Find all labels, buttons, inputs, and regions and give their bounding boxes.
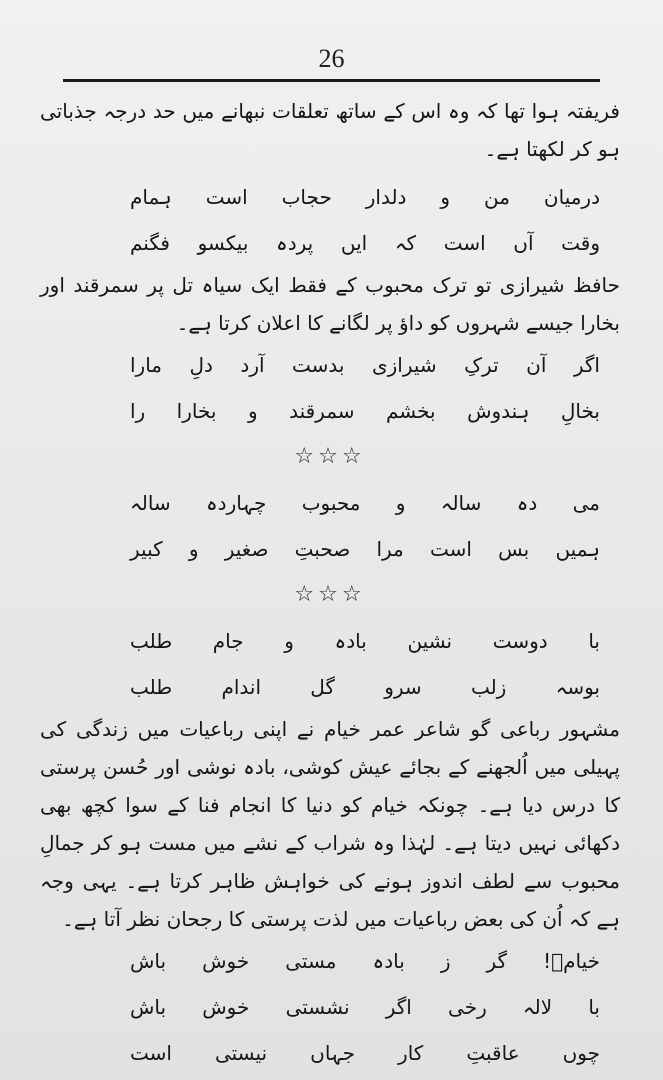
verse-khayyam (40, 938, 620, 1076)
verse-line: خیامؔ! گر ز بادہ مستی خوش باش (130, 949, 600, 973)
verse-line: می دہ سالہ و محبوب چہاردہ سالہ (130, 491, 600, 515)
paragraph-hafiz: حافظ شیرازی تو ترک محبوب کے فقط ایک سیاہ تل پر سمرقند اور بخارا جیسے شہروں کو داؤ پر لگانے کا اعلان کرتا ہے۔ (40, 273, 620, 335)
verse-hafiz (40, 342, 620, 434)
paragraph-khayyam: مشہور رباعی گو شاعر عمر خیام نے اپنی رباعیات میں زندگی کی پہیلی میں اُلجھنے کے بجائے عیش کوشی، بادہ نوشی اور حُسن پرستی کا درس دیا ہے۔ چونکہ خیام کو دنیا کا انجام فنا کے سوا کچھ بھی دکھائی نہیں دیتا ہے۔ لہٰذا وہ شراب کے نشے میں مست ہو کر جمالِ محبوب سے لطف اندوز ہونے کی خواہش ظاہر کرتا ہے۔ یہی وجہ ہے کہ اُن کی بعض رباعیات میں لذت پرستی کا رجحان نظر آتا ہے۔ (40, 717, 620, 931)
verse-line: وقت آں است کہ ایں پردہ بیکسو فگنم (130, 231, 600, 255)
header-rule (63, 79, 600, 82)
verse-sala (40, 480, 620, 572)
paragraph-intro: فریفتہ ہوا تھا کہ وہ اس کے ساتھ تعلقات نبھانے میں حد درجہ جذباتی ہو کر لکھتا ہے۔ (40, 99, 620, 161)
page-content (40, 92, 620, 1076)
page-number: 26 (318, 44, 345, 73)
verse-hamam (40, 174, 620, 266)
verse-talab (40, 618, 620, 710)
verse-line: با دوست نشین بادہ و جام طلب (130, 629, 600, 653)
verse-line: چوں عاقبتِ کار جہاں نیستی است (130, 1041, 600, 1065)
star-separator: ☆☆☆ (294, 582, 366, 607)
verse-line: با لالہ رخی اگر نشستی خوش باش (130, 995, 600, 1019)
verse-line: درمیان من و دلدار حجاب است ہمام (130, 185, 600, 209)
verse-line: بوسہ زلب سرو گل اندام طلب (130, 675, 600, 699)
verse-line: اگر آن ترکِ شیرازی بدست آرد دلِ مارا (130, 353, 600, 377)
verse-line: ہمیں بس است مرا صحبتِ صغیر و کبیر (130, 537, 600, 561)
verse-line: بخالِ ہندوش بخشم سمرقند و بخارا را (130, 399, 600, 423)
star-separator: ☆☆☆ (294, 444, 366, 469)
